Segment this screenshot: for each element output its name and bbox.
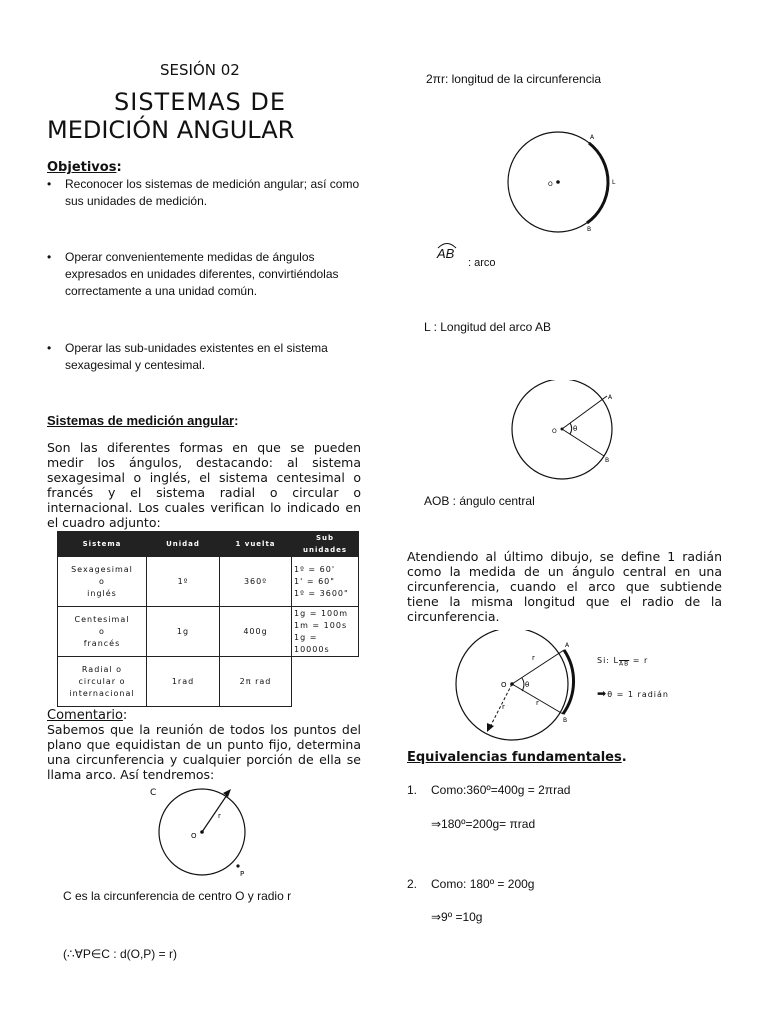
label-theta: θ [573,425,578,433]
table-header-cell: Sub unidades [292,532,359,557]
circumference-length-text: 2πr: longitud de la circunferencia [426,72,602,86]
table-header-row [58,532,359,557]
label-a: A [590,134,595,141]
bullet-icon: • [47,250,52,264]
objective-text: Reconocer los sistemas de medición angular; así como sus unidades de medición. [65,177,360,208]
table-header-cell: Unidad [147,532,220,557]
bullet-icon: • [47,177,52,191]
radius-ob [562,429,604,456]
radius-dashed [490,684,512,727]
equivalence-item: 1. Como:360º=400g = 2πrad [407,783,571,797]
bullet-icon: • [47,341,52,355]
arc-symbol: AB [437,246,454,261]
radian-definition: Atendiendo al último dibujo, se define 1 radián como la medida de un ángulo central en una circunferencia, cuando el arco que subtiende tiene la misma longitud que el radio de la circunferencia. [407,549,722,624]
arc-text: : arco [468,257,496,269]
label-a: A [608,394,613,401]
arc-ab [587,143,608,223]
point-p [236,864,239,867]
table-row [58,557,359,607]
label-p: P [240,870,245,878]
table-cell-system: Sexagesimal o inglés [58,557,147,607]
table-cell-unit: 1º [147,557,220,607]
systems-heading: Sistemas de medición angular: [47,413,239,428]
label-r-lower: r [536,699,539,707]
radius-oa [512,650,564,684]
label-l: L [612,179,616,186]
arc-hat-icon [437,241,457,249]
circle-caption: C es la circunferencia de centro O y radio r [63,889,292,903]
implies-arrow-icon: ➡ [597,687,608,700]
objective-text: Operar las sub-unidades existentes en el sistema sexagesimal y centesimal. [65,341,328,372]
table-cell-turn: 400g [220,607,292,657]
radian-conclusion: ➡θ = 1 radián [597,687,669,700]
circle-figure-radian [450,630,580,742]
label-a: A [565,642,570,649]
table-cell-turn: 2π rad [220,657,292,707]
center-point [510,682,514,686]
table-cell-subunits: 1º = 60' 1' = 60" 1º = 3600" [292,557,359,607]
table-cell-unit: 1g [147,607,220,657]
comment-paragraph: Sabemos que la reunión de todos los puntos del plano que equidistan de un punto fijo, determina una circunferencia y cualquier porción de ella se llama arco. Así tendremos: [47,722,361,782]
systems-table [57,531,359,707]
equivalences-heading: Equivalencias fundamentales. [407,750,627,765]
central-angle-text: AOB : ángulo central [424,494,535,508]
arrow-head-icon [487,723,494,732]
label-o: O [501,681,507,689]
table-cell-unit: 1rad [147,657,220,707]
page-title-line1: SISTEMAS DE [114,88,287,116]
objectives-heading: Objetivos: [47,160,122,175]
circle-formula: (∴∀P∈C : d(O,P) = r) [63,947,177,961]
label-b: B [605,457,610,464]
circle-figure-central-angle [505,380,625,480]
radius-oa [562,396,607,429]
label-o: O [191,832,197,840]
center-point [556,180,560,184]
radius-line [202,792,229,832]
label-b: B [563,717,568,724]
arc-length-text: L : Longitud del arco AB [424,320,551,334]
objective-text: Operar convenientemente medidas de ángulos expresados en unidades diferentes, convirtiéndolas correctamente a una unidad común. [65,250,339,298]
comment-heading: Comentario: [47,708,128,723]
table-header-cell: Sistema [58,532,147,557]
angle-arc [570,423,572,434]
table-cell-subunits: 1g = 100m 1m = 100s 1g = 10000s [292,607,359,657]
table-cell-system: Radial o circular o internacional [58,657,147,707]
table-header-cell: 1 vuelta [220,532,292,557]
table-cell-turn: 360º [220,557,292,607]
equivalence-consequence: ⇒9º =10g [431,910,483,924]
label-r: r [218,812,221,820]
equivalence-item: 2. Como: 180º = 200g [407,877,535,891]
radian-condition: Si: $L_{\overline{AB}} = r$ [597,656,649,668]
table-cell-empty [292,657,359,707]
label-o: O [552,428,557,435]
session-label: SESIÓN 02 [160,61,240,79]
label-theta: θ [525,681,530,689]
label-o: O [548,181,553,188]
table-row [58,607,359,657]
label-b: B [587,226,592,233]
systems-paragraph: Son las diferentes formas en que se pueden medir los ángulos, destacando: al sistema sexagesimal o inglés, el sistema centesimal o francés y el sistema radial o circular o internacional. Los cuales verifican lo indicado en el cuadro adjunto: [47,440,361,530]
circle-figure-arc [500,128,630,238]
label-c: C [150,788,157,798]
circle-figure-radius [140,780,280,885]
center-point [561,428,564,431]
angle-arc [522,678,524,691]
table-row [58,657,359,707]
page-title-line2: MEDICIÓN ANGULAR [47,116,295,144]
label-r-dashed: r [502,703,505,711]
table-cell-system: Centesimal o francés [58,607,147,657]
label-r: r [532,654,535,662]
equivalence-consequence: ⇒180º=200g= πrad [431,817,536,831]
